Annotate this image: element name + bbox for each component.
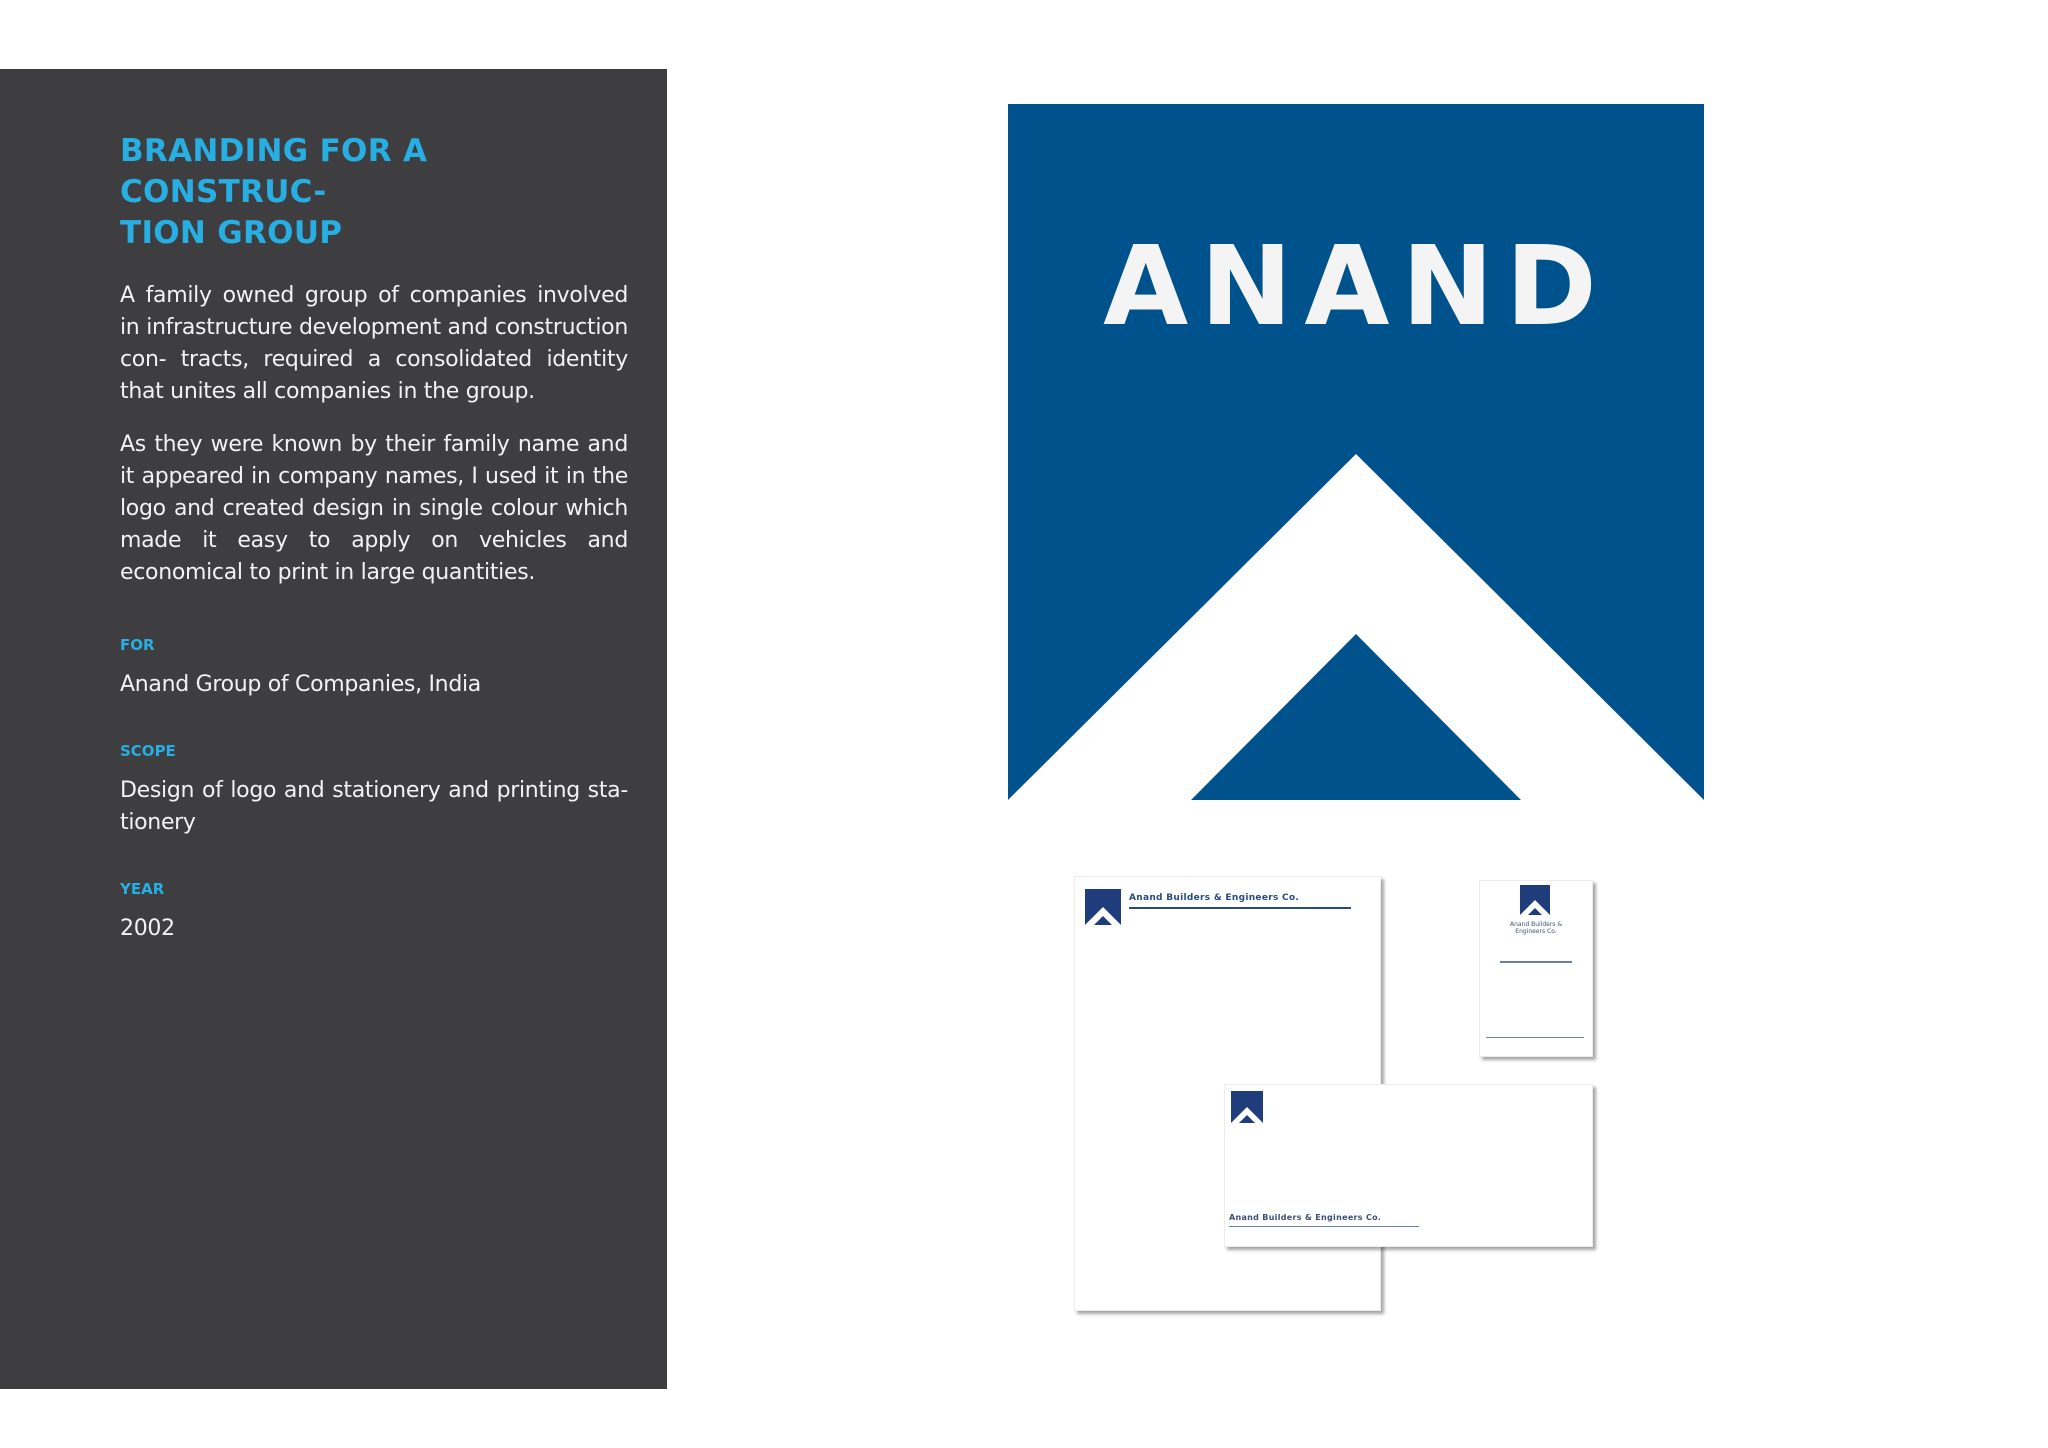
letterhead-logo-icon xyxy=(1085,889,1121,925)
anand-logo xyxy=(1008,104,1704,800)
letterhead-rule xyxy=(1129,907,1351,909)
card-company-name: Anand Builders & Engineers Co. xyxy=(1509,921,1563,935)
project-description-2: As they were known by their family name and it appeared in company names, I used it in the logo and created design in single colour which made it easy to apply on vehicles and economical to print in large quantities. xyxy=(120,432,628,585)
for-value: Anand Group of Companies, India xyxy=(120,672,481,697)
card-footer-line xyxy=(1486,1037,1584,1038)
envelope-rule xyxy=(1229,1226,1419,1227)
card-logo-icon xyxy=(1520,885,1550,915)
card-detail-line xyxy=(1500,961,1572,963)
year-value: 2002 xyxy=(120,916,175,941)
envelope xyxy=(1224,1084,1593,1247)
project-description-1: A family owned group of companies involved in infrastructure development and construction con- tracts, required a consolidated identity that unites all companies in the group. xyxy=(120,283,628,404)
business-card xyxy=(1479,880,1593,1057)
for-label: FOR xyxy=(120,636,155,654)
stationery-mockup xyxy=(1074,876,1604,1316)
logo-wordmark: ANAND xyxy=(1103,222,1609,350)
info-panel-content xyxy=(120,131,628,945)
year-label: YEAR xyxy=(120,880,165,898)
envelope-logo-icon xyxy=(1231,1091,1263,1123)
info-panel xyxy=(0,69,667,1389)
scope-label: SCOPE xyxy=(120,742,176,760)
letterhead-company-name: Anand Builders & Engineers Co. xyxy=(1129,893,1300,903)
project-title: BRANDING FOR A CONSTRUC- TION GROUP xyxy=(120,133,428,251)
envelope-company-name: Anand Builders & Engineers Co. xyxy=(1229,1213,1382,1222)
scope-value: Design of logo and stationery and printing sta- tionery xyxy=(120,778,628,835)
